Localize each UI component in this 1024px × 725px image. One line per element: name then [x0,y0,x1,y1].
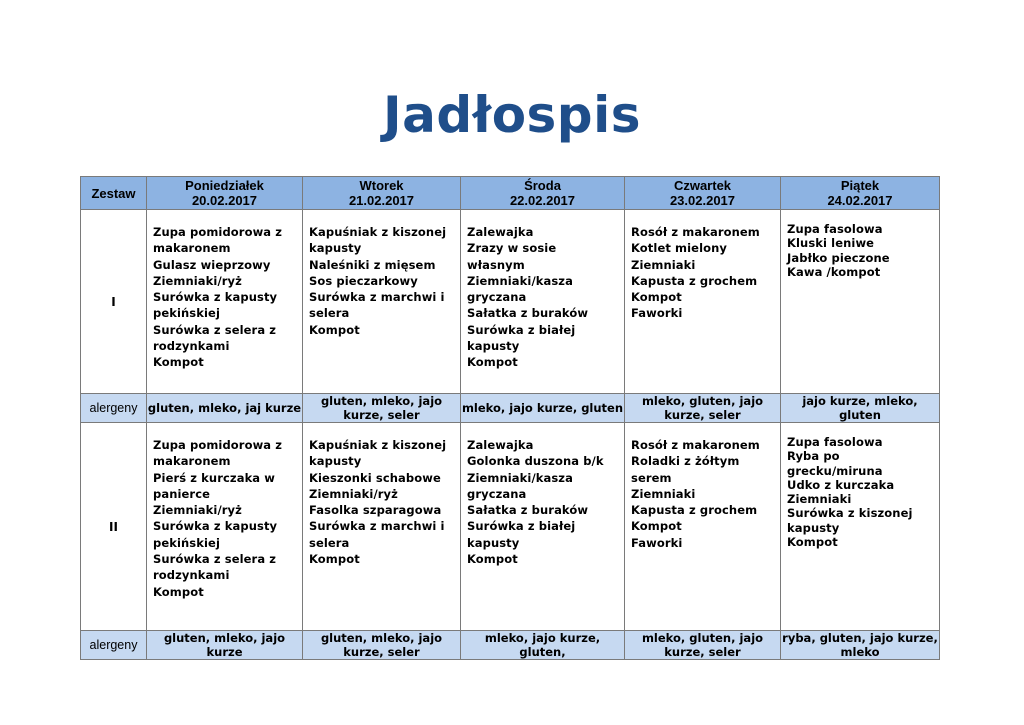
dishes-cell [461,423,625,631]
dish-line: Pierś z kurczaka w [153,470,275,485]
dish-line: Kieszonki schabowe [309,470,441,485]
allergen-row-1 [81,394,940,423]
dishes-cell [625,423,781,631]
dish-line: Surówka z białej kapusty [467,519,576,550]
allergen-line: jajo kurze, mleko, gluten [802,394,918,422]
dish-line: Kawa /kompot [787,264,881,279]
dishes-cell [147,423,303,631]
allergen-cell [625,394,781,423]
allergen-line: mleko, gluten, jajo [641,394,764,408]
allergen-label: alergeny [81,631,147,660]
header-row [81,177,940,210]
dish-line: Surówka z kapusty [153,519,278,534]
allergen-cell [781,394,940,423]
dish-line: Gulasz wieprzowy [153,257,271,272]
dish-line: Surówka z marchwi i [309,290,445,305]
dish-line: Kompot [153,355,204,370]
dish-line: Ziemniaki/kasza gryczana [467,470,573,501]
allergen-line: kurze, seler [343,645,420,659]
dish-line: Naleśniki z mięsem [309,257,436,272]
dish-line: Zupa fasolowa [787,435,883,449]
dish-line: Surówka z białej kapusty [467,322,576,354]
dish-line: rodzynkami [153,568,230,583]
day-header-tuesday: Wtorek 21.02.2017 [303,177,461,210]
dish-line: Kompot [153,584,204,599]
allergen-cell [303,394,461,423]
dish-line: panierce [153,486,211,501]
set-column-header: Zestaw [81,177,147,210]
allergen-line: ryba, gluten, jajo kurze, [782,631,938,645]
allergen-line: kurze, seler [664,408,741,422]
dish-line: Zupa pomidorowa z [153,225,283,239]
allergen-line: mleko [840,645,880,659]
dish-line: Rosół z makaronem [631,438,760,452]
dish-line: Ziemniaki/ryż [153,273,242,288]
dish-line: Surówka z kiszonej [787,506,913,521]
dish-line: Kompot [631,290,682,305]
dish-line: Ziemniaki [631,486,696,501]
dishes-cell [781,210,940,394]
allergen-line: mleko, gluten, jajo [641,631,764,645]
dish-line: Zrazy w sosie własnym [467,241,557,272]
dish-line: Surówka z selera z [153,552,277,567]
allergen-line: gluten, mleko, jajo [320,394,443,408]
allergen-cell [625,631,781,660]
dish-line: Kluski leniwe [787,236,875,251]
dish-line: Fasolka szparagowa [309,503,442,518]
dish-line: makaronem [153,454,231,469]
allergen-line: mleko, jajo kurze, gluten, [484,631,601,659]
allergen-cell [461,394,625,423]
dish-line: rodzynkami [153,339,230,354]
dish-line: Kompot [467,355,518,370]
dish-line: Sałatka z buraków [467,306,589,321]
dish-line: Udko z kurczaka [787,477,895,492]
dish-line: Ziemniaki [787,492,852,507]
dish-line: selera [309,535,350,550]
dishes-cell [147,210,303,394]
dish-line: Zupa fasolowa [787,222,883,236]
dish-line: pekińskiej [153,306,220,321]
allergen-label: alergeny [81,394,147,423]
dish-line: Golonka duszona b/k [467,454,604,469]
dish-line: Surówka z marchwi i [309,519,445,534]
dishes-cell [461,210,625,394]
dish-line: Kapusta z grochem [631,273,758,288]
page-title: Jadłospis [383,86,641,144]
allergen-cell [147,631,303,660]
dish-line: Kapuśniak z kiszonej [309,225,447,239]
dish-line: Jabłko pieczone [787,250,890,265]
dish-line: makaronem [153,241,231,256]
dish-line: Rosół z makaronem [631,225,760,239]
set-label: II [81,423,147,631]
dish-line: Kompot [309,322,360,337]
dish-line: kapusty [309,454,362,469]
dish-line: Ziemniaki/kasza gryczana [467,273,573,305]
dish-line: Zalewajka [467,438,534,452]
dish-line: selera [309,306,350,321]
dishes-cell [781,423,940,631]
dish-line: Sałatka z buraków [467,503,589,518]
day-header-wednesday: Środa 22.02.2017 [461,177,625,210]
dish-line: Roladki z żółtym serem [631,454,740,485]
dishes-cell [303,423,461,631]
allergen-cell [461,631,625,660]
allergen-line: kurze, seler [343,408,420,422]
dish-line: Faworki [631,306,683,321]
dish-line: kapusty [309,241,362,256]
dish-line: Kompot [787,535,838,550]
dishes-cell [303,210,461,394]
dish-line: Kompot [467,552,518,567]
allergen-line: gluten, mleko, jajo [320,631,443,645]
dish-line: Zupa pomidorowa z [153,438,283,452]
dish-line: Ziemniaki [631,257,696,272]
menu-table [80,176,940,660]
dish-line: pekińskiej [153,535,220,550]
allergen-cell [303,631,461,660]
dish-line: Kapuśniak z kiszonej [309,438,447,452]
dish-line: Surówka z kapusty [153,290,278,305]
dish-line: Zalewajka [467,225,534,239]
set-label: I [81,210,147,394]
dishes-cell [625,210,781,394]
dish-line: Faworki [631,535,683,550]
dish-line: Kompot [309,552,360,567]
allergen-line: gluten, mleko, jajo [163,631,286,645]
dish-line: Kompot [631,519,682,534]
dish-line: Surówka z selera z [153,322,277,337]
allergen-row-2 [81,631,940,660]
dish-line: Sos pieczarkowy [309,273,418,288]
dish-line: Ziemniaki/ryż [153,503,242,518]
dish-line: Ziemniaki/ryż [309,486,398,501]
dish-line: Kotlet mielony [631,241,727,256]
allergen-line: mleko, jajo kurze, gluten [461,401,624,415]
allergen-line: kurze, seler [664,645,741,659]
day-header-monday: Poniedziałek 20.02.2017 [147,177,303,210]
day-header-friday: Piątek 24.02.2017 [781,177,940,210]
dish-line: Kapusta z grochem [631,503,758,518]
allergen-line: gluten, mleko, jaj kurze [147,401,302,415]
dish-line: kapusty [787,520,840,535]
allergen-line: kurze [206,645,243,659]
day-header-thursday: Czwartek 23.02.2017 [625,177,781,210]
set-row-2 [81,423,940,631]
dish-line: Ryba po grecku/miruna [787,449,883,478]
allergen-cell [781,631,940,660]
allergen-cell [147,394,303,423]
set-row-1 [81,210,940,394]
